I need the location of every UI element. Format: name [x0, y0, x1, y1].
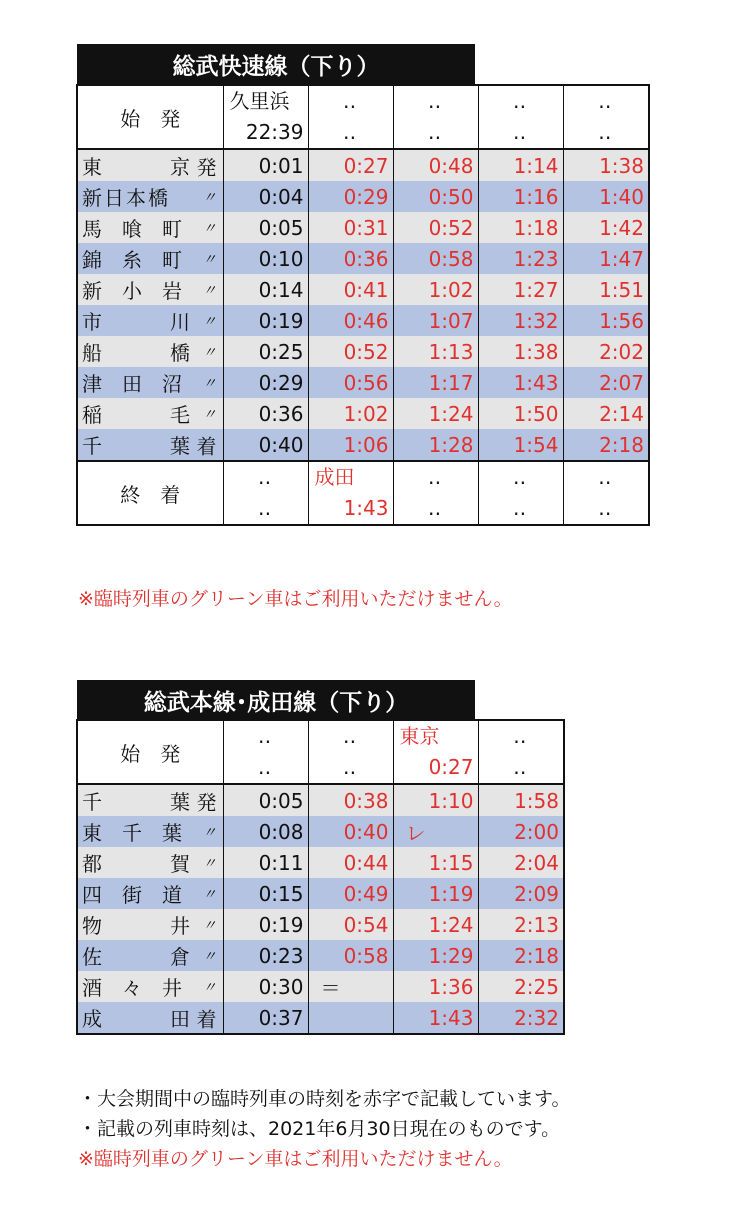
t1-station-8-char-0: 稲	[82, 403, 102, 427]
t1-dest-cell-1-bottom: 1:43	[343, 496, 389, 520]
t2-table-row	[77, 1002, 564, 1034]
t1-dest-cell-4-top: ‥	[598, 465, 614, 489]
t2-table-row	[77, 784, 564, 816]
t2-time-0-1: 0:38	[308, 784, 393, 816]
t1-table-row	[77, 243, 649, 274]
t1-time-5-2: 1:07	[393, 305, 478, 336]
t2-time-6-1: ＝	[308, 971, 393, 1002]
t2-time-3-3: 2:09	[478, 878, 564, 909]
t1-time-6-0: 0:25	[223, 336, 308, 367]
t2-time-2-3: 2:04	[478, 847, 564, 878]
t2-station-4-mark: 〃	[202, 917, 217, 934]
t1-time-9-2: 1:28	[393, 429, 478, 461]
t1-time-5-3: 1:32	[478, 305, 563, 336]
t1-origin-cell-1-bottom: ‥	[342, 120, 359, 144]
t2-station-3-char-1: 街	[122, 883, 142, 907]
t1-time-8-4: 2:14	[563, 398, 649, 429]
t1-dest-cell-3-bottom: ‥	[512, 496, 529, 520]
t1-origin-cell-4-bottom: ‥	[598, 120, 614, 144]
t2-table-row	[77, 816, 564, 847]
t1-station-4-char-0: 新	[82, 279, 102, 303]
t1-station-8-mark: 〃	[202, 406, 217, 423]
t1-dest-row	[77, 461, 649, 525]
t2-time-2-2: 1:15	[393, 847, 478, 878]
t1-station-2-char-0: 馬	[82, 217, 102, 241]
t2-station-5-mark: 〃	[202, 948, 217, 965]
t1-time-7-2: 1:17	[393, 367, 478, 398]
t1-table-row	[77, 149, 649, 181]
t1-station-8-char-1: 毛	[170, 403, 190, 427]
t1-dest-cell-3	[478, 461, 563, 525]
t2-station-3	[77, 878, 223, 909]
t1-time-3-3: 1:23	[478, 243, 563, 274]
t1-time-2-0: 0:05	[223, 212, 308, 243]
t1-time-2-2: 0:52	[393, 212, 478, 243]
t2-time-7-0: 0:37	[223, 1002, 308, 1034]
t2-origin-cell-3-bottom: ‥	[513, 755, 529, 779]
t2-station-1-char-1: 千	[122, 821, 142, 845]
t2-station-0-mark: 発	[196, 790, 217, 814]
t1-table-row	[77, 336, 649, 367]
t1-time-6-1: 0:52	[308, 336, 393, 367]
t2-time-0-3: 1:58	[478, 784, 564, 816]
t2-time-5-3: 2:18	[478, 940, 564, 971]
t2-time-4-2: 1:24	[393, 909, 478, 940]
t1-origin-cell-4-top: ‥	[598, 89, 614, 113]
t1-dest-cell-1-top: 成田	[314, 465, 355, 489]
t2-time-6-0: 0:30	[223, 971, 308, 1002]
t2-origin-cell-2-bottom: 0:27	[428, 755, 474, 779]
t1-dest-cell-4-bottom: ‥	[598, 496, 614, 520]
t2-time-6-3: 2:25	[478, 971, 564, 1002]
t1-time-6-4: 2:02	[563, 336, 649, 367]
t2-time-4-0: 0:19	[223, 909, 308, 940]
t1-station-5	[77, 305, 223, 336]
t1-origin-cell-1-top: ‥	[342, 89, 359, 113]
table1-title: 総武快速線（下り）	[77, 44, 475, 84]
t2-station-4	[77, 909, 223, 940]
t2-station-5-char-0: 佐	[82, 945, 102, 969]
t1-time-1-0: 0:04	[223, 181, 308, 212]
t1-station-7	[77, 367, 223, 398]
t2-origin-cell-2	[393, 720, 478, 784]
t1-origin-cell-2	[393, 85, 478, 149]
t1-dest-label: 終 着	[77, 461, 223, 525]
t1-time-3-4: 1:47	[563, 243, 649, 274]
t1-time-5-4: 1:56	[563, 305, 649, 336]
t1-time-0-1: 0:27	[308, 149, 393, 181]
t1-station-3-char-2: 町	[162, 248, 182, 272]
t2-time-5-2: 1:29	[393, 940, 478, 971]
t2-time-5-1: 0:58	[308, 940, 393, 971]
t1-dest-cell-0	[223, 461, 308, 525]
t2-time-1-3: 2:00	[478, 816, 564, 847]
t1-station-2-mark: 〃	[202, 220, 217, 237]
t2-station-6-char-0: 酒	[82, 976, 102, 1000]
t2-table-row	[77, 878, 564, 909]
t1-station-3-char-1: 糸	[122, 248, 142, 272]
t1-station-4-mark: 〃	[202, 282, 217, 299]
t2-origin-cell-0-top: ‥	[257, 724, 274, 748]
t1-time-9-0: 0:40	[223, 429, 308, 461]
t2-station-1	[77, 816, 223, 847]
t1-station-5-char-0: 市	[82, 310, 102, 334]
t1-station-6-char-0: 船	[82, 341, 102, 365]
t1-table-row	[77, 274, 649, 305]
t2-time-6-2: 1:36	[393, 971, 478, 1002]
t2-time-1-1: 0:40	[308, 816, 393, 847]
t1-time-8-3: 1:50	[478, 398, 563, 429]
t1-time-1-4: 1:40	[563, 181, 649, 212]
t1-origin-cell-3-top: ‥	[512, 89, 529, 113]
t1-time-2-4: 1:42	[563, 212, 649, 243]
t2-time-4-1: 0:54	[308, 909, 393, 940]
t1-time-7-4: 2:07	[563, 367, 649, 398]
t1-origin-cell-3-bottom: ‥	[512, 120, 529, 144]
t1-time-6-3: 1:38	[478, 336, 563, 367]
t1-table-row	[77, 181, 649, 212]
t2-origin-cell-1-bottom: ‥	[342, 755, 359, 779]
t1-origin-cell-3	[478, 85, 563, 149]
t1-origin-cell-2-bottom: ‥	[427, 120, 444, 144]
t2-table-row	[77, 847, 564, 878]
t1-station-5-mark: 〃	[202, 313, 217, 330]
t2-origin-cell-0	[223, 720, 308, 784]
t2-time-1-0: 0:08	[223, 816, 308, 847]
t1-station-9-char-1: 葉	[170, 434, 190, 458]
t1-origin-cell-4	[563, 85, 649, 149]
t1-station-9-mark: 着	[196, 434, 217, 458]
t1-time-5-0: 0:19	[223, 305, 308, 336]
t2-station-2	[77, 847, 223, 878]
t2-station-1-mark: 〃	[202, 824, 217, 841]
t2-time-1-2: レ	[393, 816, 478, 847]
t1-time-9-1: 1:06	[308, 429, 393, 461]
t1-time-4-0: 0:14	[223, 274, 308, 305]
t1-time-2-1: 0:31	[308, 212, 393, 243]
t1-time-0-0: 0:01	[223, 149, 308, 181]
t1-origin-cell-2-top: ‥	[427, 89, 444, 113]
t1-dest-cell-2-bottom: ‥	[427, 496, 444, 520]
t2-station-6-char-1: 々	[122, 976, 142, 1000]
t2-time-3-2: 1:19	[393, 878, 478, 909]
t1-dest-cell-1	[308, 461, 393, 525]
t1-time-1-3: 1:16	[478, 181, 563, 212]
t2-time-7-3: 2:32	[478, 1002, 564, 1034]
t2-table-row	[77, 940, 564, 971]
t1-station-3-mark: 〃	[202, 251, 217, 268]
t2-time-4-3: 2:13	[478, 909, 564, 940]
t2-station-0-char-1: 葉	[170, 790, 190, 814]
t2-origin-cell-1	[308, 720, 393, 784]
t1-time-9-3: 1:54	[478, 429, 563, 461]
t2-time-7-2: 1:43	[393, 1002, 478, 1034]
t1-origin-row	[77, 85, 649, 149]
t1-time-9-4: 2:18	[563, 429, 649, 461]
t1-origin-label: 始 発	[77, 85, 223, 149]
t2-station-7-char-0: 成	[82, 1007, 102, 1031]
t1-time-8-0: 0:36	[223, 398, 308, 429]
t1-time-0-3: 1:14	[478, 149, 563, 181]
t2-table-row	[77, 971, 564, 1002]
t1-time-4-2: 1:02	[393, 274, 478, 305]
footer-notes	[78, 1084, 570, 1174]
t1-station-0-char-1: 京	[170, 155, 190, 179]
t2-time-0-2: 1:10	[393, 784, 478, 816]
t1-time-2-3: 1:18	[478, 212, 563, 243]
t1-time-4-4: 1:51	[563, 274, 649, 305]
t1-time-7-0: 0:29	[223, 367, 308, 398]
t1-table-row	[77, 305, 649, 336]
t1-time-3-0: 0:10	[223, 243, 308, 274]
t1-station-7-char-1: 田	[122, 372, 142, 396]
t2-station-0	[77, 784, 223, 816]
t1-station-1	[77, 181, 223, 212]
t1-dest-cell-4	[563, 461, 649, 525]
t1-table-row	[77, 429, 649, 461]
t2-station-3-char-2: 道	[162, 883, 182, 907]
t2-station-7-char-1: 田	[170, 1007, 190, 1031]
t2-time-0-0: 0:05	[223, 784, 308, 816]
t1-station-4-char-2: 岩	[162, 279, 182, 303]
t2-station-7-mark: 着	[196, 1007, 217, 1031]
t1-station-1-char-0: 新日本橋	[82, 186, 170, 210]
t1-station-1-mark: 〃	[202, 189, 217, 206]
t1-station-6-mark: 〃	[202, 344, 217, 361]
t1-station-2-char-1: 喰	[122, 217, 142, 241]
t1-time-7-3: 1:43	[478, 367, 563, 398]
t2-station-2-mark: 〃	[202, 855, 217, 872]
footer-note-1: ・記載の列車時刻は、2021年6月30日現在のものです。	[78, 1118, 561, 1140]
table2-title: 総武本線･成田線（下り）	[77, 680, 475, 720]
t2-origin-cell-3	[478, 720, 564, 784]
t2-station-4-char-0: 物	[82, 914, 102, 938]
t1-time-0-2: 0:48	[393, 149, 478, 181]
t2-station-3-mark: 〃	[202, 886, 217, 903]
t1-dest-cell-0-bottom: ‥	[257, 496, 274, 520]
t2-station-0-char-0: 千	[82, 790, 102, 814]
t2-station-4-char-1: 井	[170, 914, 190, 938]
t2-time-3-0: 0:15	[223, 878, 308, 909]
t2-station-2-char-1: 賀	[170, 852, 190, 876]
t1-time-3-2: 0:58	[393, 243, 478, 274]
t1-station-9	[77, 429, 223, 461]
t2-station-3-char-0: 四	[82, 883, 102, 907]
t1-station-6	[77, 336, 223, 367]
t2-station-1-char-2: 葉	[162, 821, 182, 845]
t1-dest-cell-3-top: ‥	[512, 465, 529, 489]
t2-origin-cell-3-top: ‥	[513, 724, 529, 748]
t1-time-1-1: 0:29	[308, 181, 393, 212]
t1-station-2-char-2: 町	[162, 217, 182, 241]
t1-time-1-2: 0:50	[393, 181, 478, 212]
t1-dest-cell-2	[393, 461, 478, 525]
t1-station-7-char-2: 沼	[162, 372, 182, 396]
t1-station-0	[77, 149, 223, 181]
table1-timetable	[76, 84, 650, 526]
t1-time-5-1: 0:46	[308, 305, 393, 336]
t2-time-2-0: 0:11	[223, 847, 308, 878]
t2-origin-label: 始 発	[77, 720, 223, 784]
t1-time-3-1: 0:36	[308, 243, 393, 274]
t1-origin-cell-0-top: 久里浜	[229, 89, 290, 113]
t1-origin-cell-0-bottom: 22:39	[245, 120, 304, 144]
t1-table-row	[77, 212, 649, 243]
t2-station-6-mark: 〃	[202, 979, 217, 996]
t1-origin-cell-1	[308, 85, 393, 149]
t2-station-7	[77, 1002, 223, 1034]
t1-time-7-1: 0:56	[308, 367, 393, 398]
t1-time-8-1: 1:02	[308, 398, 393, 429]
t1-station-2	[77, 212, 223, 243]
t2-origin-cell-2-top: 東京	[399, 724, 440, 748]
t1-station-0-mark: 発	[196, 155, 217, 179]
t2-station-6	[77, 971, 223, 1002]
t1-time-4-1: 0:41	[308, 274, 393, 305]
t2-time-7-1	[308, 1002, 393, 1034]
t2-station-2-char-0: 都	[82, 852, 102, 876]
t2-origin-cell-1-top: ‥	[342, 724, 359, 748]
footer-note-0: ・大会期間中の臨時列車の時刻を赤字で記載しています。	[78, 1088, 571, 1110]
t1-station-3	[77, 243, 223, 274]
t2-station-6-char-2: 井	[162, 976, 182, 1000]
t2-origin-cell-0-bottom: ‥	[257, 755, 274, 779]
t2-station-1-char-0: 東	[82, 821, 102, 845]
t2-origin-row	[77, 720, 564, 784]
footer-note-2: ※臨時列車のグリーン車はご利用いただけません。	[78, 1148, 513, 1170]
t1-dest-cell-0-top: ‥	[257, 465, 274, 489]
t1-time-0-4: 1:38	[563, 149, 649, 181]
t2-station-5	[77, 940, 223, 971]
t1-dest-cell-2-top: ‥	[427, 465, 444, 489]
t1-station-0-char-0: 東	[82, 155, 102, 179]
t1-station-7-char-0: 津	[82, 372, 102, 396]
t1-station-4	[77, 274, 223, 305]
t1-time-8-2: 1:24	[393, 398, 478, 429]
t1-station-4-char-1: 小	[122, 279, 142, 303]
t1-station-6-char-1: 橋	[170, 341, 190, 365]
t1-time-4-3: 1:27	[478, 274, 563, 305]
t1-station-7-mark: 〃	[202, 375, 217, 392]
table2-timetable	[76, 719, 565, 1035]
t1-station-8	[77, 398, 223, 429]
t2-time-2-1: 0:44	[308, 847, 393, 878]
table1-note: ※臨時列車のグリーン車はご利用いただけません。	[78, 588, 513, 610]
t1-table-row	[77, 398, 649, 429]
t2-station-5-char-1: 倉	[170, 945, 190, 969]
t2-table-row	[77, 909, 564, 940]
t2-time-5-0: 0:23	[223, 940, 308, 971]
t1-station-3-char-0: 錦	[82, 248, 102, 272]
t1-origin-cell-0	[223, 85, 308, 149]
t1-station-9-char-0: 千	[82, 434, 102, 458]
t1-station-5-char-1: 川	[170, 310, 190, 334]
t2-time-3-1: 0:49	[308, 878, 393, 909]
t1-time-6-2: 1:13	[393, 336, 478, 367]
t1-table-row	[77, 367, 649, 398]
